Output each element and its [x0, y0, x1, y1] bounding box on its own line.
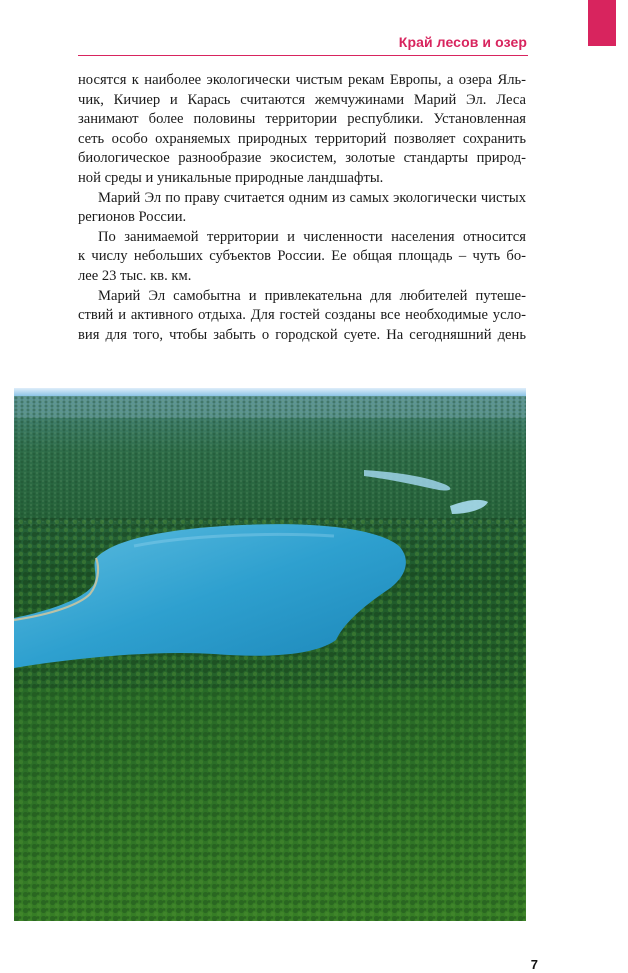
text-line: Марий Эл самобытна и привлекательна для любителей путеше- — [98, 287, 526, 304]
header-divider — [78, 55, 528, 56]
paragraph-1 — [78, 71, 526, 189]
text-line: сеть особо охраняемых природных территорий позволяет сохранить — [78, 130, 526, 147]
paragraph-3 — [78, 228, 526, 287]
text-line: занимают более половины территории республики. Установленная — [78, 111, 526, 128]
section-color-tab — [588, 0, 616, 46]
forest-lake-aerial-photo — [14, 388, 526, 921]
paragraph-2 — [78, 189, 526, 228]
text-line: регионов России. — [78, 209, 187, 226]
running-header-title: Край лесов и озер — [398, 34, 527, 50]
body-text — [78, 71, 526, 345]
text-line: ствий и активного отдыха. Для гостей созданы все необходимые усло- — [78, 307, 526, 324]
text-line: ной среды и уникальные природные ландшафты. — [78, 169, 384, 186]
text-line: чик, Кичиер и Карась считаются жемчужинами Марий Эл. Леса — [78, 91, 526, 108]
text-line: к числу небольших субъектов России. Ее общая площадь – чуть бо- — [78, 248, 526, 265]
text-line: вия для того, чтобы забыть о городской суете. На сегодняшний день — [78, 326, 526, 343]
paragraph-4 — [78, 287, 526, 346]
text-line: носятся к наиболее экологически чистым рекам Европы, а озера Яль- — [78, 72, 526, 88]
text-line: лее 23 тыс. кв. км. — [78, 267, 192, 284]
page-number: 7 — [530, 957, 538, 972]
text-line: По занимаемой территории и численности населения относится — [98, 228, 526, 245]
text-line: биологическое разнообразие экосистем, золотые стандарты природ- — [78, 150, 526, 167]
text-line: Марий Эл по праву считается одним из самых экологически чистых — [98, 189, 526, 206]
